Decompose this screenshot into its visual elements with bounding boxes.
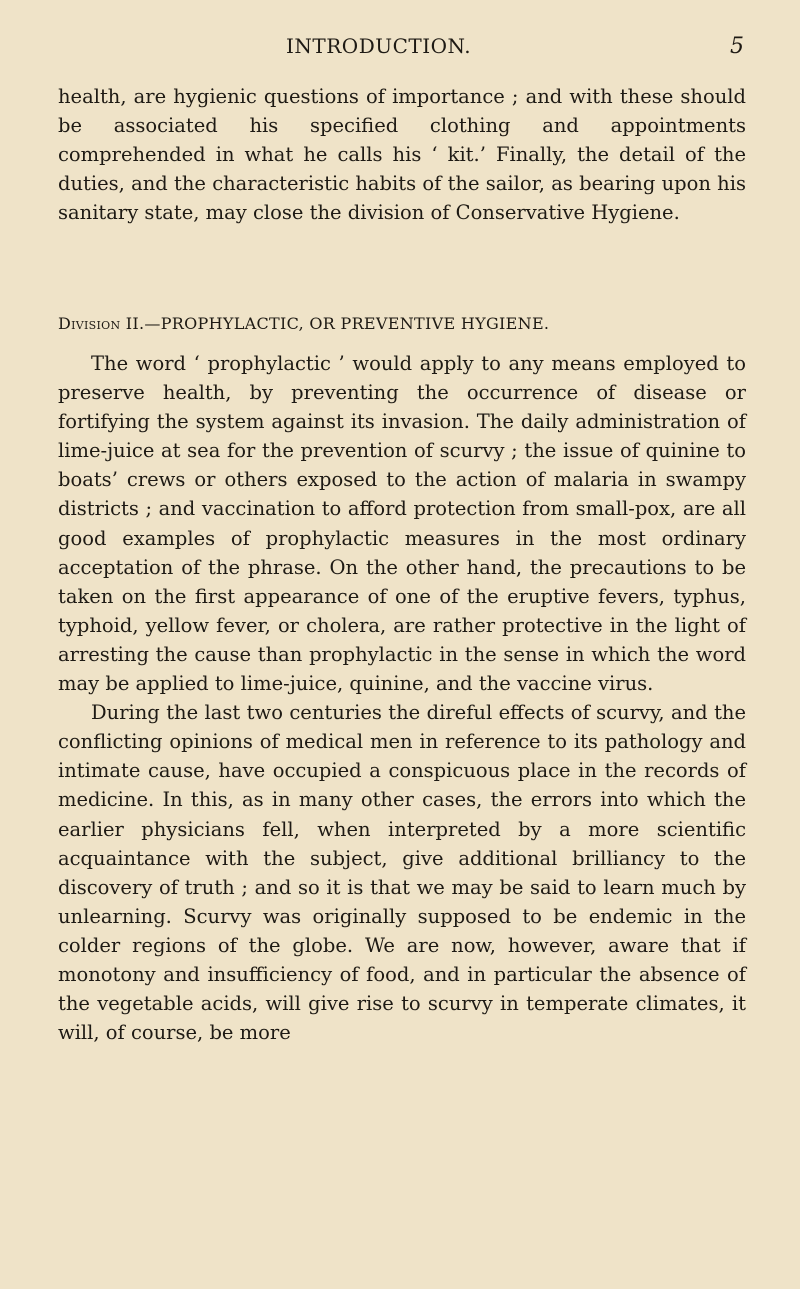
paragraph-prophylactic: The word ‘ prophylactic ’ would apply to any means employed to preserve health, by preventing the occurrence of disease or fortifying the system against its invasion. The daily administration of lime-juice at sea for the prevention of scurvy ; the issue of quinine to boats’ crews or others exposed to the action of malaria in swampy districts ; and vaccination to afford protection from small-pox, are all good examples of prophylactic measures in the most ordinary acceptation of the phrase. On the other hand, the precautions to be taken on the first appearance of one of the eruptive fevers, typhus, typhoid, yellow fever, or cholera, are rather protective in the light of arresting the cause than prophylactic in the sense in which the word may be applied to lime-juice, quinine, and the vaccine virus. (58, 352, 746, 696)
body-text-block (58, 349, 746, 1047)
paragraph-scurvy: During the last two centuries the direful effects of scurvy, and the conflicting opinions of medical men in reference to its pathology and intimate cause, have occupied a conspicuous place in the records of medicine. In this, as in many other cases, the errors into which the earlier physicians fell, when interpreted by a more scientific acquaintance with the subject, give additional brilliancy to the discovery of truth ; and so it is that we may be said to learn much by unlearning. Scurvy was originally supposed to be endemic in the colder regions of the globe. We are now, however, aware that if monotony and insufficiency of food, and in particular the absence of the vegetable acids, will give rise to scurvy in temperate climates, it will, of course, be more (58, 701, 746, 1045)
page-number: 5 (730, 34, 744, 59)
running-title: INTRODUCTION. (286, 34, 472, 58)
intro-paragraph-block (58, 82, 746, 227)
division-label: Division (58, 314, 121, 333)
intro-paragraph: health, are hygienic questions of importance ; and with these should be associated his specified clothing and appointments comprehended in what he calls his ‘ kit.’ Finally, the detail of the duties, and the characteristic habits of the sailor, as bearing upon his sanitary state, may close the division of Conservative Hygiene. (58, 85, 746, 225)
running-header (0, 34, 800, 64)
division-title: II.—PROPHYLACTIC, OR PREVENTIVE HYGIENE. (120, 314, 550, 333)
division-heading (58, 314, 748, 333)
